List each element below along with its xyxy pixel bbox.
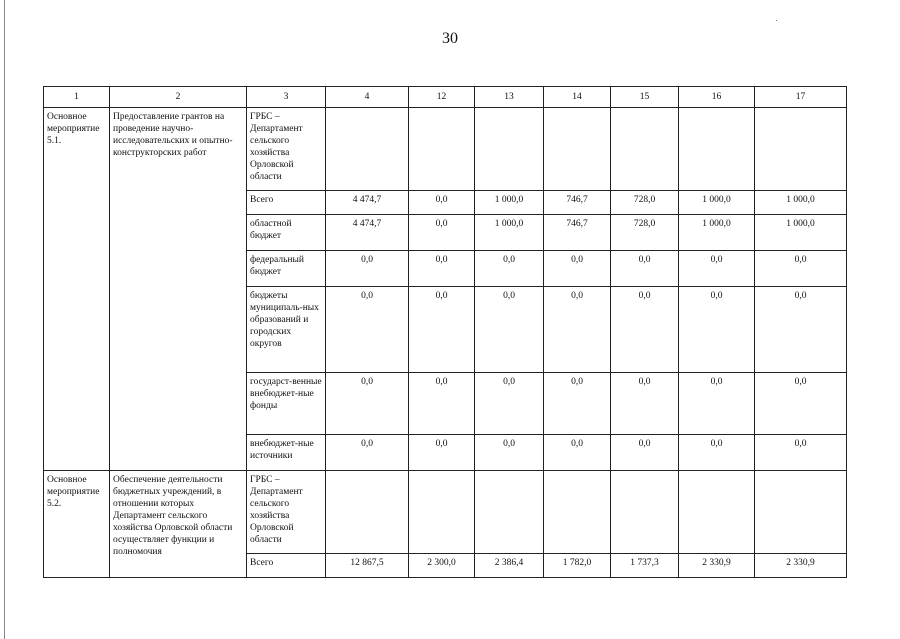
table-row — [44, 108, 847, 191]
amount-cell: 2 330,9 — [755, 554, 847, 578]
amount-cell: 1 000,0 — [475, 191, 544, 215]
amount-cell: 0,0 — [679, 373, 755, 435]
column-header: 4 — [326, 87, 409, 108]
amount-cell: 0,0 — [755, 251, 847, 287]
amount-cell: 0,0 — [611, 251, 679, 287]
amount-cell: 0,0 — [475, 287, 544, 373]
amount-cell: 728,0 — [611, 215, 679, 251]
amount-cell: 0,0 — [611, 435, 679, 471]
amount-cell — [544, 108, 611, 191]
amount-cell — [611, 108, 679, 191]
page-edge-line — [4, 0, 5, 639]
amount-cell: 12 867,5 — [326, 554, 409, 578]
amount-cell: 0,0 — [611, 373, 679, 435]
amount-cell: 2 300,0 — [409, 554, 475, 578]
amount-cell: 0,0 — [755, 287, 847, 373]
amount-cell — [544, 471, 611, 554]
amount-cell: 746,7 — [544, 191, 611, 215]
column-header: 14 — [544, 87, 611, 108]
amount-cell: 1 000,0 — [755, 215, 847, 251]
column-header: 15 — [611, 87, 679, 108]
amount-cell: 0,0 — [755, 435, 847, 471]
funding-source: ГРБС – Департамент сельского хозяйства Орловской области — [247, 471, 326, 554]
activity-code: Основное мероприятие 5.1. — [44, 108, 110, 471]
amount-cell: 2 386,4 — [475, 554, 544, 578]
amount-cell — [679, 108, 755, 191]
amount-cell: 0,0 — [326, 435, 409, 471]
amount-cell: 0,0 — [409, 373, 475, 435]
budget-table — [43, 86, 847, 578]
amount-cell — [611, 471, 679, 554]
amount-cell: 0,0 — [475, 251, 544, 287]
amount-cell: 0,0 — [544, 373, 611, 435]
amount-cell: 0,0 — [409, 191, 475, 215]
amount-cell — [475, 471, 544, 554]
column-header: 17 — [755, 87, 847, 108]
amount-cell — [679, 471, 755, 554]
amount-cell: 4 474,7 — [326, 215, 409, 251]
amount-cell: 0,0 — [409, 287, 475, 373]
amount-cell: 0,0 — [611, 287, 679, 373]
amount-cell: 0,0 — [475, 373, 544, 435]
amount-cell: 1 000,0 — [755, 191, 847, 215]
amount-cell — [755, 471, 847, 554]
amount-cell — [326, 471, 409, 554]
funding-source: федеральный бюджет — [247, 251, 326, 287]
amount-cell: 1 737,3 — [611, 554, 679, 578]
activity-code: Основное мероприятие 5.2. — [44, 471, 110, 578]
amount-cell: 0,0 — [679, 251, 755, 287]
amount-cell: 0,0 — [755, 373, 847, 435]
amount-cell — [409, 471, 475, 554]
amount-cell: 4 474,7 — [326, 191, 409, 215]
funding-source: бюджеты муниципаль-ных образований и городских округов — [247, 287, 326, 373]
column-header: 2 — [110, 87, 247, 108]
funding-source: Всего — [247, 554, 326, 578]
amount-cell: 2 330,9 — [679, 554, 755, 578]
amount-cell: 0,0 — [544, 435, 611, 471]
scan-speck — [776, 20, 777, 21]
amount-cell: 1 782,0 — [544, 554, 611, 578]
column-header: 12 — [409, 87, 475, 108]
amount-cell: 0,0 — [326, 251, 409, 287]
funding-source: государст-венные внебюджет-ные фонды — [247, 373, 326, 435]
amount-cell: 746,7 — [544, 215, 611, 251]
amount-cell: 1 000,0 — [679, 191, 755, 215]
amount-cell — [475, 108, 544, 191]
amount-cell: 0,0 — [409, 251, 475, 287]
column-header: 1 — [44, 87, 110, 108]
column-header: 13 — [475, 87, 544, 108]
amount-cell: 0,0 — [326, 373, 409, 435]
amount-cell: 0,0 — [409, 215, 475, 251]
column-header: 3 — [247, 87, 326, 108]
amount-cell: 728,0 — [611, 191, 679, 215]
amount-cell: 0,0 — [409, 435, 475, 471]
amount-cell: 1 000,0 — [679, 215, 755, 251]
amount-cell: 0,0 — [475, 435, 544, 471]
table-row — [44, 471, 847, 554]
activity-name: Обеспечение деятельности бюджетных учреждений, в отношении которых Департамент сельского хозяйства Орловской области осуществляет функции и полномочия — [110, 471, 247, 578]
funding-source: ГРБС – Департамент сельского хозяйства Орловской области — [247, 108, 326, 191]
amount-cell: 0,0 — [544, 251, 611, 287]
page-number: 30 — [442, 30, 458, 47]
amount-cell: 0,0 — [679, 287, 755, 373]
funding-source: внебюджет-ные источники — [247, 435, 326, 471]
amount-cell: 0,0 — [326, 287, 409, 373]
funding-source: Всего — [247, 191, 326, 215]
column-header: 16 — [679, 87, 755, 108]
budget-table-body — [44, 87, 847, 578]
amount-cell: 0,0 — [679, 435, 755, 471]
funding-source: областной бюджет — [247, 215, 326, 251]
amount-cell: 0,0 — [544, 287, 611, 373]
activity-name: Предоставление грантов на проведение научно-исследовательских и опытно-конструкторских работ — [110, 108, 247, 471]
amount-cell: 1 000,0 — [475, 215, 544, 251]
amount-cell — [409, 108, 475, 191]
header-row — [44, 87, 847, 108]
amount-cell — [326, 108, 409, 191]
amount-cell — [755, 108, 847, 191]
